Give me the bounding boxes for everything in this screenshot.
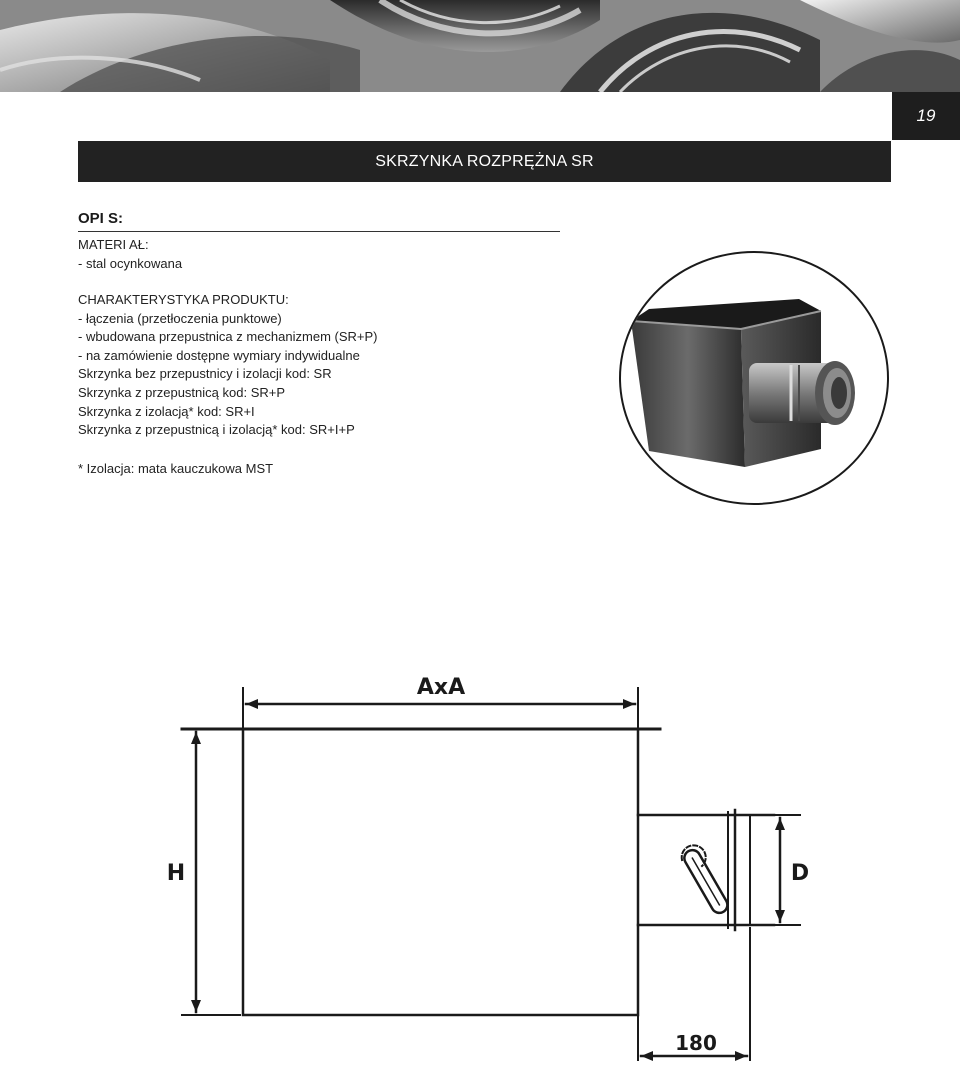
arrowhead <box>775 910 785 922</box>
product-code-line: Skrzynka z przepustnicą kod: SR+P <box>78 384 286 400</box>
arrowhead <box>246 699 258 709</box>
product-code-line: Skrzynka bez przepustnicy i izolacji kod: SR <box>78 366 332 382</box>
header-banner <box>0 0 960 92</box>
arrowhead <box>191 732 201 744</box>
product-code-line: Skrzynka z izolacją* kod: SR+I <box>78 403 255 419</box>
characteristics-line: - wbudowana przepustnica z mechanizmem (SR+P) <box>78 329 378 345</box>
insulation-footnote: * Izolacja: mata kauczukowa MST <box>78 461 274 476</box>
box-outline <box>243 729 638 1015</box>
arrowhead <box>775 818 785 830</box>
arrowhead <box>641 1051 653 1061</box>
arrowhead <box>623 699 635 709</box>
technical-drawing <box>160 660 840 1070</box>
banner-graphic <box>0 0 960 92</box>
dimension-label-height: H <box>166 861 186 886</box>
heading-divider <box>78 231 560 232</box>
page-title: SKRZYNKA ROZPRĘŻNA SR <box>78 141 891 182</box>
product-photo <box>619 251 889 505</box>
page-number: 19 <box>892 92 960 140</box>
section-heading: OPI S: <box>78 210 124 227</box>
product-code-line: Skrzynka z przepustnicą i izolacją* kod: SR+I+P <box>78 422 355 438</box>
arrowhead <box>735 1051 747 1061</box>
material-label: MATERI AŁ: <box>78 237 149 252</box>
dimension-label-width: AxA <box>416 675 466 700</box>
arrowhead <box>191 1000 201 1012</box>
material-section <box>78 236 182 273</box>
characteristics-section <box>78 291 378 440</box>
material-item: - stal ocynkowana <box>78 255 183 271</box>
characteristics-line: - na zamówienie dostępne wymiary indywidualne <box>78 347 360 363</box>
damper-handle <box>681 847 730 916</box>
characteristics-label: CHARAKTERYSTYKA PRODUKTU: <box>78 292 289 307</box>
plenum-box-illustration <box>621 253 887 503</box>
dimension-label-diameter: D <box>790 861 810 886</box>
dimension-label-length: 180 <box>675 1031 717 1055</box>
characteristics-line: - łączenia (przetłoczenia punktowe) <box>78 310 282 326</box>
